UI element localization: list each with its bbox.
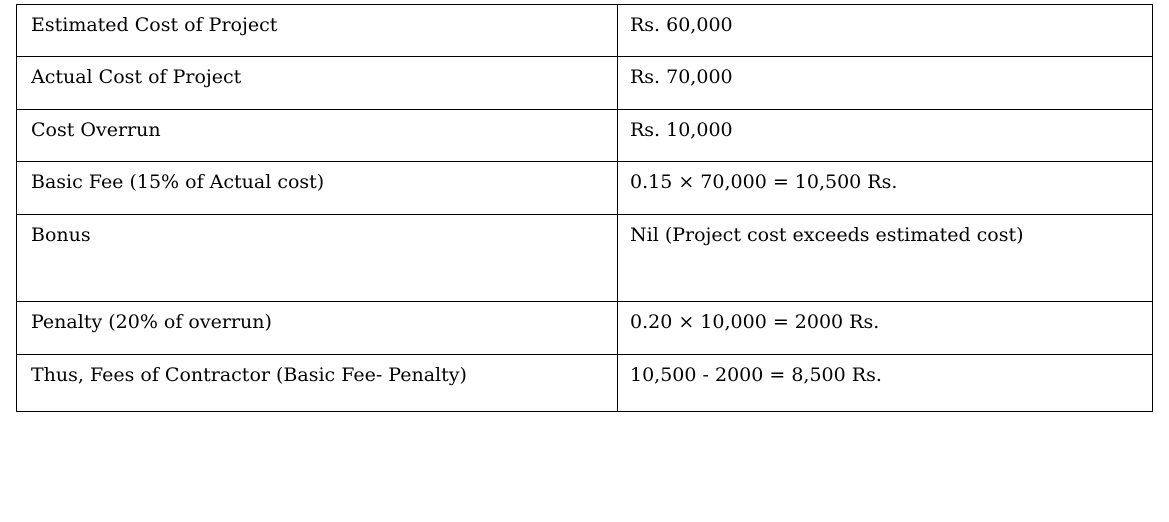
row-label: Basic Fee (15% of Actual cost) xyxy=(17,162,618,215)
row-value: Rs. 60,000 xyxy=(618,5,1153,57)
row-label: Thus, Fees of Contractor (Basic Fee- Penalty) xyxy=(17,355,618,412)
table-row xyxy=(17,57,1153,110)
table-row xyxy=(17,110,1153,162)
row-label: Penalty (20% of overrun) xyxy=(17,302,618,355)
row-label: Cost Overrun xyxy=(17,110,618,162)
row-value: Nil (Project cost exceeds estimated cost) xyxy=(618,215,1153,302)
table-row xyxy=(17,162,1153,215)
table-row xyxy=(17,302,1153,355)
row-label: Bonus xyxy=(17,215,618,302)
row-label: Actual Cost of Project xyxy=(17,57,618,110)
table-row xyxy=(17,215,1153,302)
row-value: 0.15 × 70,000 = 10,500 Rs. xyxy=(618,162,1153,215)
row-value: Rs. 70,000 xyxy=(618,57,1153,110)
row-value: Rs. 10,000 xyxy=(618,110,1153,162)
cost-calculation-table xyxy=(16,4,1153,412)
row-value: 10,500 - 2000 = 8,500 Rs. xyxy=(618,355,1153,412)
row-label: Estimated Cost of Project xyxy=(17,5,618,57)
table-row xyxy=(17,5,1153,57)
row-value: 0.20 × 10,000 = 2000 Rs. xyxy=(618,302,1153,355)
table-row xyxy=(17,355,1153,412)
